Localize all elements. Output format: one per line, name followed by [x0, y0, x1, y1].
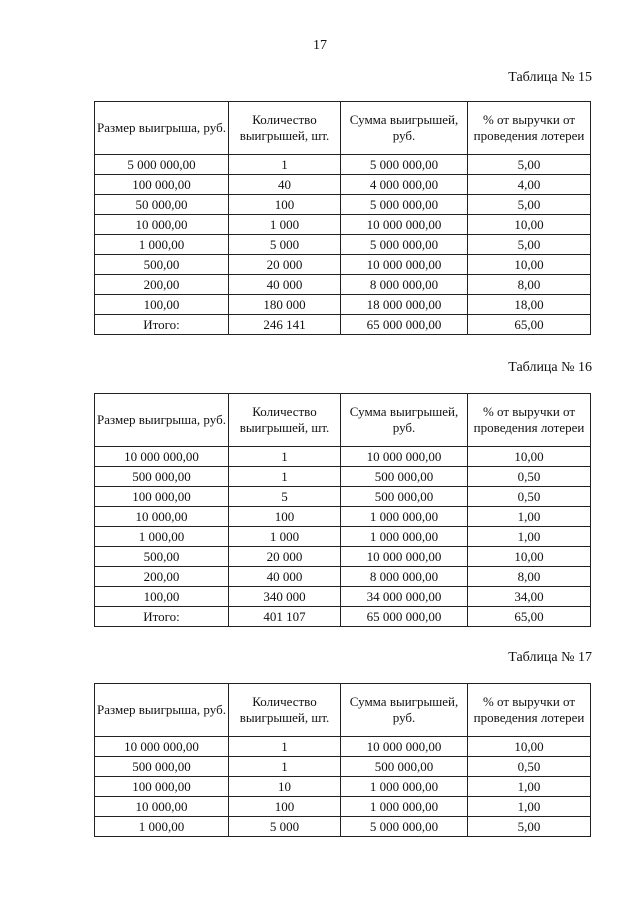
header-prize-count: Количество выигрышей, шт.: [229, 102, 341, 155]
cell-prize-sum: 1 000 000,00: [341, 507, 468, 527]
table-row: [95, 467, 591, 487]
cell-prize-count: 100: [229, 195, 341, 215]
cell-revenue-percent: 0,50: [468, 487, 591, 507]
cell-prize-count: 246 141: [229, 315, 341, 335]
cell-revenue-percent: 18,00: [468, 295, 591, 315]
cell-revenue-percent: 65,00: [468, 315, 591, 335]
cell-prize-sum: 5 000 000,00: [341, 817, 468, 837]
cell-prize-sum: 10 000 000,00: [341, 737, 468, 757]
cell-prize-sum: 4 000 000,00: [341, 175, 468, 195]
cell-prize-sum: 10 000 000,00: [341, 447, 468, 467]
cell-prize-count: 401 107: [229, 607, 341, 627]
table-row: [95, 757, 591, 777]
cell-prize-count: 1: [229, 737, 341, 757]
cell-prize-count: 5: [229, 487, 341, 507]
cell-prize-size: 10 000,00: [95, 215, 229, 235]
cell-prize-size: 100 000,00: [95, 175, 229, 195]
cell-revenue-percent: 5,00: [468, 235, 591, 255]
table-row: [95, 527, 591, 547]
cell-prize-size: Итого:: [95, 607, 229, 627]
table-15-caption: Таблица № 15: [508, 70, 592, 85]
header-prize-sum: Сумма выигрышей, руб.: [341, 684, 468, 737]
header-revenue-percent: % от выручки от проведения лотереи: [468, 102, 591, 155]
table-row: [95, 737, 591, 757]
cell-revenue-percent: 10,00: [468, 255, 591, 275]
cell-prize-size: 500 000,00: [95, 757, 229, 777]
cell-prize-count: 340 000: [229, 587, 341, 607]
cell-revenue-percent: 10,00: [468, 215, 591, 235]
cell-revenue-percent: 5,00: [468, 155, 591, 175]
cell-prize-count: 10: [229, 777, 341, 797]
cell-prize-sum: 5 000 000,00: [341, 195, 468, 215]
cell-prize-sum: 1 000 000,00: [341, 797, 468, 817]
header-revenue-percent: % от выручки от проведения лотереи: [468, 394, 591, 447]
cell-prize-count: 40 000: [229, 275, 341, 295]
cell-revenue-percent: 0,50: [468, 757, 591, 777]
cell-prize-size: 10 000 000,00: [95, 447, 229, 467]
cell-prize-size: 100,00: [95, 295, 229, 315]
cell-prize-sum: 65 000 000,00: [341, 607, 468, 627]
table-row: [95, 255, 591, 275]
table-row: [95, 447, 591, 467]
cell-prize-size: 10 000 000,00: [95, 737, 229, 757]
cell-prize-size: 200,00: [95, 275, 229, 295]
cell-prize-size: 1 000,00: [95, 235, 229, 255]
header-prize-sum: Сумма выигрышей, руб.: [341, 394, 468, 447]
cell-prize-count: 40: [229, 175, 341, 195]
cell-prize-sum: 1 000 000,00: [341, 527, 468, 547]
cell-prize-count: 100: [229, 797, 341, 817]
cell-prize-size: 50 000,00: [95, 195, 229, 215]
cell-prize-count: 20 000: [229, 255, 341, 275]
cell-prize-sum: 10 000 000,00: [341, 255, 468, 275]
prize-table-15: [94, 101, 591, 335]
table-row: [95, 487, 591, 507]
table-row: [95, 777, 591, 797]
cell-revenue-percent: 34,00: [468, 587, 591, 607]
cell-prize-size: 100 000,00: [95, 487, 229, 507]
cell-revenue-percent: 1,00: [468, 507, 591, 527]
table-header-row: [95, 102, 591, 155]
cell-prize-count: 1: [229, 155, 341, 175]
cell-prize-sum: 1 000 000,00: [341, 777, 468, 797]
cell-prize-sum: 500 000,00: [341, 757, 468, 777]
cell-prize-size: 10 000,00: [95, 797, 229, 817]
cell-revenue-percent: 0,50: [468, 467, 591, 487]
cell-revenue-percent: 4,00: [468, 175, 591, 195]
table-header-row: [95, 394, 591, 447]
cell-prize-count: 40 000: [229, 567, 341, 587]
table-row: [95, 175, 591, 195]
table-row: [95, 797, 591, 817]
cell-prize-size: 500,00: [95, 255, 229, 275]
cell-prize-count: 100: [229, 507, 341, 527]
table-17-caption: Таблица № 17: [508, 650, 592, 665]
cell-prize-size: 100,00: [95, 587, 229, 607]
prize-table-17: [94, 683, 591, 837]
header-prize-size: Размер выигрыша, руб.: [95, 102, 229, 155]
cell-prize-sum: 18 000 000,00: [341, 295, 468, 315]
table-row: [95, 235, 591, 255]
cell-prize-count: 5 000: [229, 235, 341, 255]
cell-prize-size: 1 000,00: [95, 527, 229, 547]
header-prize-size: Размер выигрыша, руб.: [95, 684, 229, 737]
cell-prize-count: 1: [229, 447, 341, 467]
cell-revenue-percent: 5,00: [468, 817, 591, 837]
table-row: [95, 195, 591, 215]
cell-prize-sum: 34 000 000,00: [341, 587, 468, 607]
table-row: [95, 275, 591, 295]
cell-prize-count: 1 000: [229, 215, 341, 235]
table-row: [95, 507, 591, 527]
cell-prize-sum: 10 000 000,00: [341, 215, 468, 235]
header-prize-count: Количество выигрышей, шт.: [229, 684, 341, 737]
header-prize-sum: Сумма выигрышей, руб.: [341, 102, 468, 155]
cell-prize-count: 1 000: [229, 527, 341, 547]
cell-revenue-percent: 5,00: [468, 195, 591, 215]
table-header-row: [95, 684, 591, 737]
table-row: [95, 587, 591, 607]
page-number: 17: [313, 38, 327, 53]
cell-prize-sum: 500 000,00: [341, 467, 468, 487]
cell-revenue-percent: 1,00: [468, 797, 591, 817]
cell-prize-sum: 5 000 000,00: [341, 155, 468, 175]
cell-prize-size: 500,00: [95, 547, 229, 567]
cell-prize-sum: 5 000 000,00: [341, 235, 468, 255]
cell-prize-sum: 10 000 000,00: [341, 547, 468, 567]
cell-prize-count: 1: [229, 467, 341, 487]
cell-prize-size: 500 000,00: [95, 467, 229, 487]
table-row: [95, 295, 591, 315]
cell-prize-count: 180 000: [229, 295, 341, 315]
cell-prize-sum: 500 000,00: [341, 487, 468, 507]
cell-prize-size: 10 000,00: [95, 507, 229, 527]
table-16-caption: Таблица № 16: [508, 360, 592, 375]
cell-prize-count: 1: [229, 757, 341, 777]
prize-table-16: [94, 393, 591, 627]
table-total-row: [95, 607, 591, 627]
cell-revenue-percent: 10,00: [468, 447, 591, 467]
table-row: [95, 547, 591, 567]
table-row: [95, 567, 591, 587]
cell-prize-count: 5 000: [229, 817, 341, 837]
cell-revenue-percent: 8,00: [468, 275, 591, 295]
cell-revenue-percent: 1,00: [468, 777, 591, 797]
cell-revenue-percent: 1,00: [468, 527, 591, 547]
table-row: [95, 155, 591, 175]
cell-prize-size: 5 000 000,00: [95, 155, 229, 175]
cell-revenue-percent: 10,00: [468, 737, 591, 757]
cell-prize-size: 1 000,00: [95, 817, 229, 837]
cell-prize-sum: 65 000 000,00: [341, 315, 468, 335]
cell-prize-size: Итого:: [95, 315, 229, 335]
cell-prize-sum: 8 000 000,00: [341, 275, 468, 295]
table-row: [95, 215, 591, 235]
header-prize-count: Количество выигрышей, шт.: [229, 394, 341, 447]
table-total-row: [95, 315, 591, 335]
cell-prize-sum: 8 000 000,00: [341, 567, 468, 587]
cell-revenue-percent: 10,00: [468, 547, 591, 567]
header-revenue-percent: % от выручки от проведения лотереи: [468, 684, 591, 737]
cell-prize-size: 100 000,00: [95, 777, 229, 797]
cell-revenue-percent: 65,00: [468, 607, 591, 627]
table-row: [95, 817, 591, 837]
cell-revenue-percent: 8,00: [468, 567, 591, 587]
cell-prize-count: 20 000: [229, 547, 341, 567]
cell-prize-size: 200,00: [95, 567, 229, 587]
header-prize-size: Размер выигрыша, руб.: [95, 394, 229, 447]
